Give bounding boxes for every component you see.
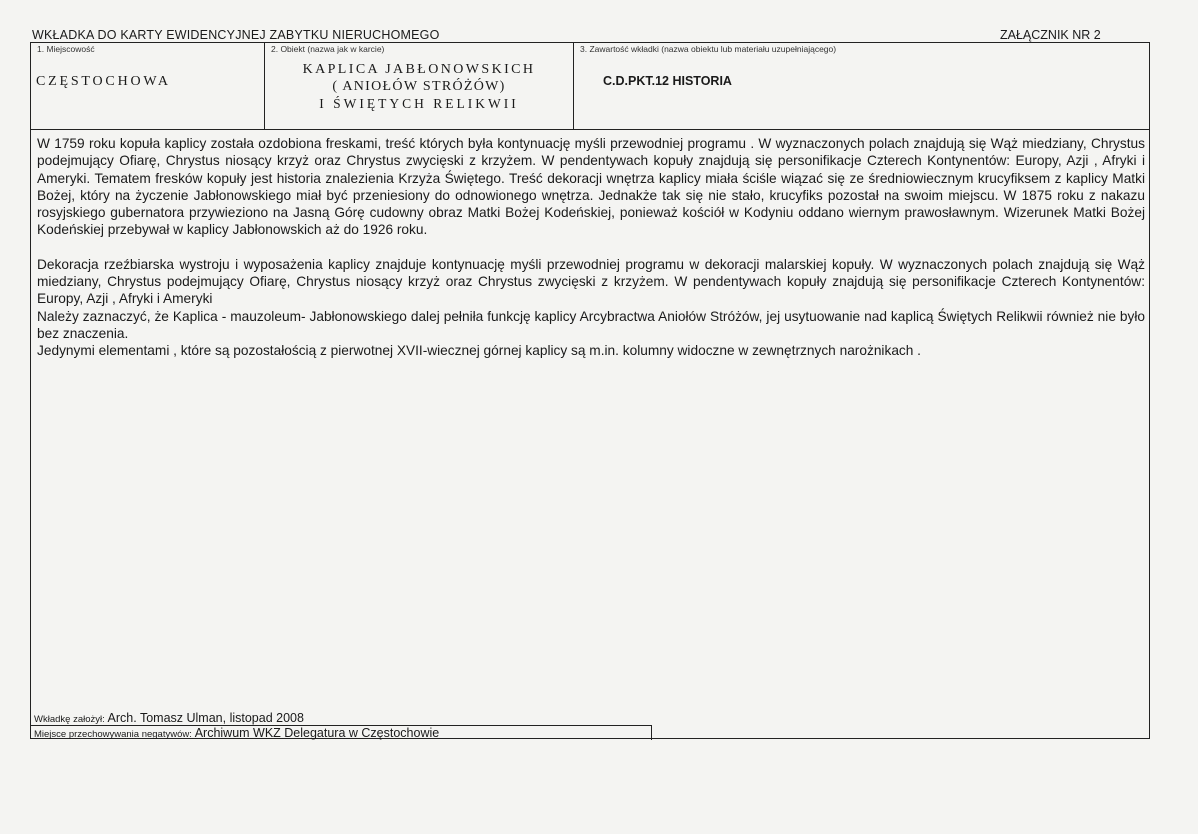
paragraph-history: W 1759 roku kopuła kaplicy została ozdobiona freskami, treść których była kontynuację myśli przewodniej programu . W wyznaczonych polach znajdują się Wąż miedziany, Chrystus podejmujący Ofiarę, Chrystus niosący krzyż oraz Chrystus zwycięski z krzyżem. W pendentywach kopuły znajdują się personifikacje Czterech Kontynentów: Europy, Azji , Afryki i Ameryki. Tematem fresków kopuły jest historia znalezienia Krzyża Świętego. Treść dekoracji wnętrza kaplicy miała ściśle wiązać się ze średniowiecznym krucyfiksem z kaplicy Matki Bożej, który na życzenie Jabłonowskiego miał być przeniesiony do odnowionego wnętrza. Jednakże tak się nie stało, krucyfiks pozostał na swoim miejscu. W 1875 roku z nakazu rosyjskiego gubernatora przywieziono na Jasną Górę cudowny obraz Matki Bożej Kodeńskiej, ponieważ kościół w Kodyniu oddano wiernym prawosławnym. Wizerunek Matki Bożej Kodeńskiej przebywał w kaplicy Jabłonowskich aż do 1926 roku. — [37, 136, 1145, 238]
body-text — [37, 135, 1145, 360]
object-name — [265, 61, 573, 112]
storage-label: Miejsce przechowywania negatywów: — [34, 729, 192, 740]
form-sheet — [30, 42, 1150, 739]
town-label: 1. Miejscowość — [37, 44, 95, 54]
content-value: C.D.PKT.12 HISTORIA — [603, 74, 732, 88]
author-row — [31, 711, 651, 725]
author-value: Arch. Tomasz Ulman, listopad 2008 — [107, 711, 304, 725]
storage-row — [31, 725, 652, 740]
object-label: 2. Obiekt (nazwa jak w karcie) — [271, 44, 385, 54]
paragraph-mausoleum: Należy zaznaczyć, że Kaplica - mauzoleum- Jabłonowskiego dalej pełniła funkcję kaplicy Arcybractwa Aniołów Stróżów, jej usytuowanie nad kaplicą Świętych Relikwii również nie było bez znaczenia. — [37, 308, 1145, 341]
header-divider — [31, 129, 1149, 130]
town-value: CZĘSTOCHOWA — [36, 74, 171, 89]
annex-number: ZAŁĄCZNIK NR 2 — [1000, 28, 1101, 42]
author-label: Wkładkę założył: — [34, 714, 105, 725]
content-cell — [574, 43, 1149, 129]
content-label: 3. Zawartość wkładki (nazwa obiektu lub materiału uzupełniającego) — [580, 44, 837, 54]
object-cell — [265, 43, 574, 129]
object-name-line1: KAPLICA JABŁONOWSKICH — [302, 62, 536, 77]
paragraph-remains: Jedynymi elementami , które są pozostałością z pierwotnej XVII-wiecznej górnej kaplicy są m.in. kolumny widoczne w zewnętrznych narożnikach . — [37, 343, 921, 359]
object-name-line3: I ŚWIĘTYCH RELIKWII — [319, 96, 519, 111]
document-title: WKŁADKA DO KARTY EWIDENCYJNEJ ZABYTKU NIERUCHOMEGO — [32, 28, 440, 42]
storage-value: Archiwum WKZ Delegatura w Częstochowie — [194, 726, 440, 740]
town-cell — [31, 43, 265, 129]
object-name-line2: ( ANIOŁÓW STRÓŻÓW) — [332, 79, 506, 94]
paragraph-decoration: Dekoracja rzeźbiarska wystroju i wyposażenia kaplicy znajduje kontynuację myśli przewodniej programu w dekoracji malarskiej kopuły. W wyznaczonych polach znajdują się Wąż miedziany, Chrystus podejmujący Ofiarę, Chrystus niosący krzyż oraz Chrystus zwycięski z krzyżem. W pendentywach kopuły znajdują się personifikacje Czterech Kontynentów: Europy, Azji , Afryki i Ameryki — [37, 256, 1145, 307]
